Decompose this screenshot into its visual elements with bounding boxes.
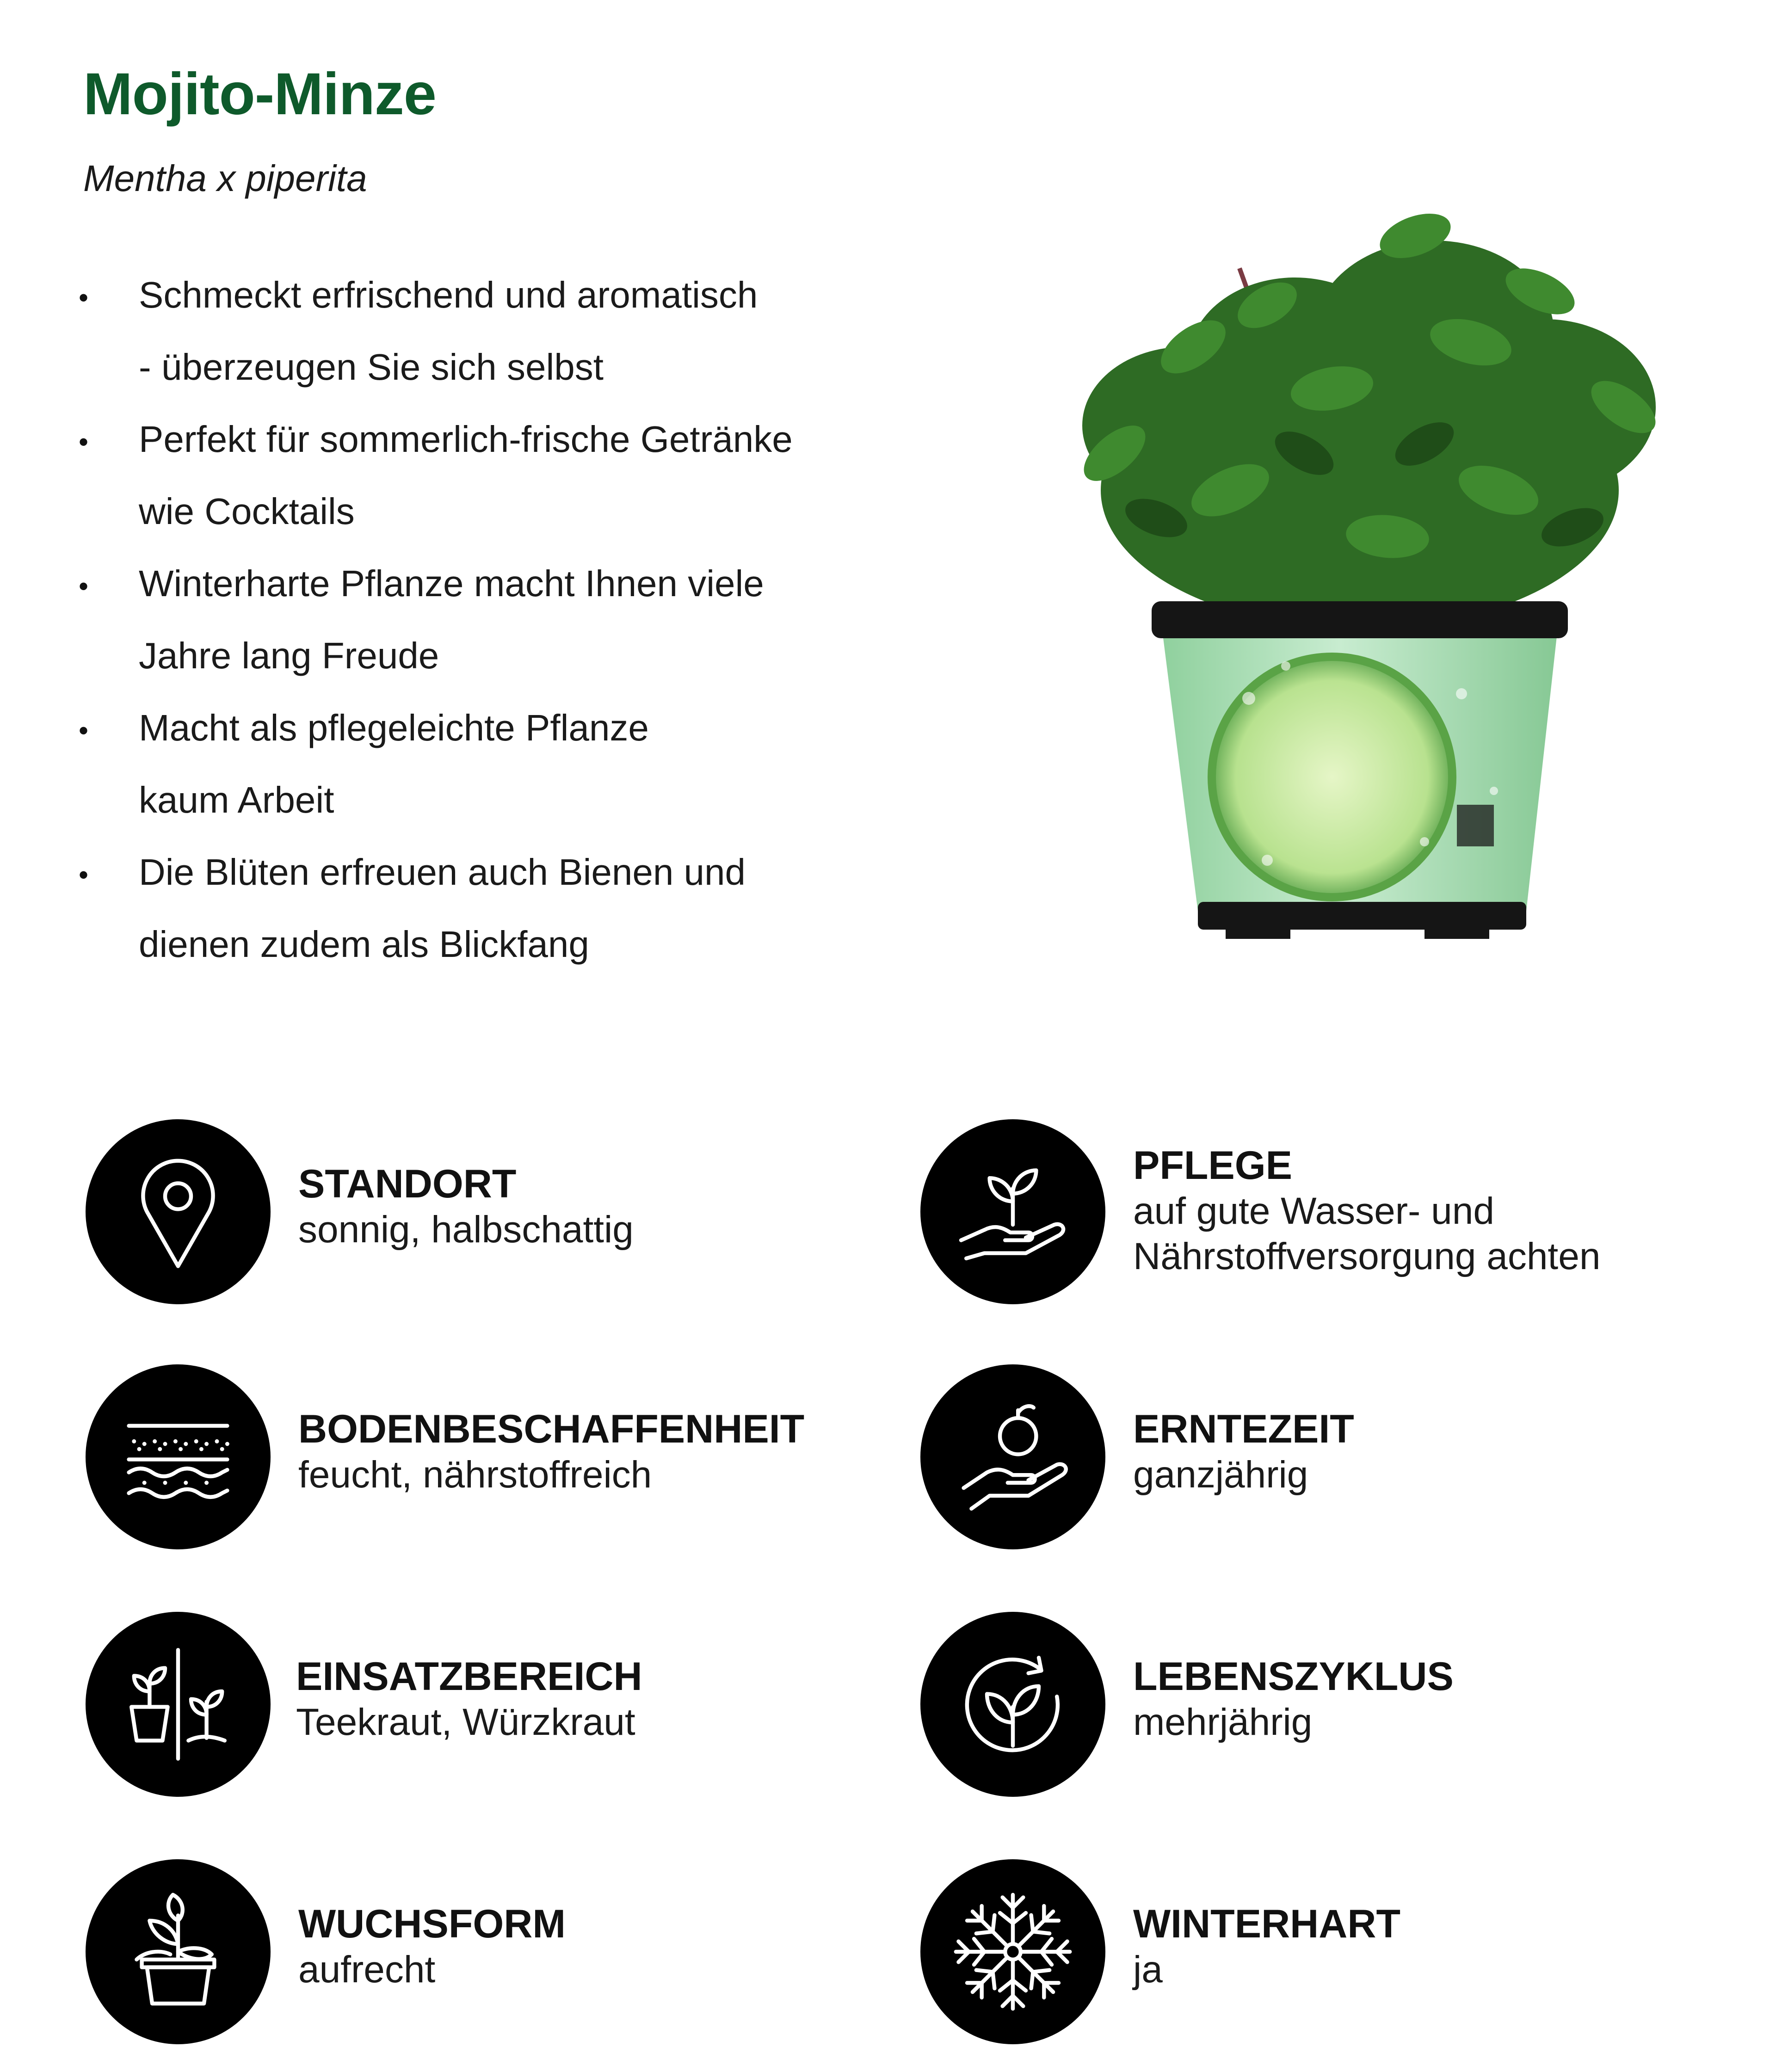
feature-value: ja bbox=[1133, 1949, 1163, 1991]
list-item-line: Winterharte Pflanze macht Ihnen viele bbox=[139, 563, 764, 604]
feature-label: BODENBESCHAFFENHEIT bbox=[298, 1407, 805, 1451]
bullet-marker: • bbox=[79, 282, 89, 313]
feature-value: Nährstoffversorgung achten bbox=[1133, 1235, 1601, 1277]
list-item-line: Jahre lang Freude bbox=[139, 635, 439, 676]
feature-value: ganzjährig bbox=[1133, 1454, 1308, 1496]
bullet-marker: • bbox=[79, 715, 89, 746]
feature-value: Teekraut, Würzkraut bbox=[296, 1701, 635, 1743]
soil-layers-icon bbox=[86, 1364, 271, 1549]
feature-label: LEBENSZYKLUS bbox=[1133, 1654, 1454, 1699]
bullet-marker: • bbox=[79, 571, 89, 602]
feature-value: aufrecht bbox=[298, 1949, 436, 1991]
feature-label: STANDORT bbox=[298, 1162, 517, 1206]
list-item-line: - überzeugen Sie sich selbst bbox=[139, 346, 604, 388]
bullet-marker: • bbox=[79, 859, 89, 890]
feature-pflege bbox=[920, 1119, 1730, 1304]
list-item bbox=[79, 836, 911, 980]
hand-sprout-icon bbox=[920, 1119, 1105, 1304]
potted-plant-icon bbox=[86, 1859, 271, 2044]
list-item bbox=[79, 692, 911, 836]
feature-value: sonnig, halbschattig bbox=[298, 1209, 634, 1251]
list-item-line: Schmeckt erfrischend und aromatisch bbox=[139, 274, 758, 315]
list-item bbox=[79, 259, 911, 403]
feature-value: feucht, nährstoffreich bbox=[298, 1454, 652, 1496]
feature-erntezeit bbox=[920, 1364, 1730, 1549]
list-item-line: kaum Arbeit bbox=[139, 779, 334, 820]
feature-standort bbox=[86, 1119, 895, 1304]
feature-label: WUCHSFORM bbox=[298, 1902, 566, 1946]
feature-label: WINTERHART bbox=[1133, 1902, 1401, 1946]
benefit-list bbox=[79, 259, 911, 980]
feature-einsatzbereich bbox=[86, 1612, 895, 1797]
feature-label: ERNTEZEIT bbox=[1133, 1407, 1354, 1451]
feature-lebenszyklus bbox=[920, 1612, 1730, 1797]
feature-winterhart bbox=[920, 1859, 1730, 2044]
product-title: Mojito-Minze bbox=[83, 61, 436, 127]
location-pin-icon bbox=[86, 1119, 271, 1304]
list-item-line: Die Blüten erfreuen auch Bienen und bbox=[139, 851, 746, 893]
cycle-sprout-icon bbox=[920, 1612, 1105, 1797]
product-image-mint-plant bbox=[1008, 166, 1711, 944]
pot-and-ground-icon bbox=[86, 1612, 271, 1797]
hand-fruit-icon bbox=[920, 1364, 1105, 1549]
list-item-line: dienen zudem als Blickfang bbox=[139, 924, 589, 965]
bullet-marker: • bbox=[79, 426, 89, 457]
feature-label: EINSATZBEREICH bbox=[296, 1654, 642, 1699]
feature-label: PFLEGE bbox=[1133, 1143, 1293, 1188]
feature-boden bbox=[86, 1364, 895, 1549]
feature-value: mehrjährig bbox=[1133, 1701, 1313, 1743]
snowflake-icon bbox=[920, 1859, 1105, 2044]
list-item-line: Macht als pflegeleichte Pflanze bbox=[139, 707, 649, 748]
list-item bbox=[79, 403, 911, 548]
botanical-name: Mentha x piperita bbox=[83, 158, 367, 199]
feature-value: auf gute Wasser- und bbox=[1133, 1190, 1494, 1232]
feature-wuchsform bbox=[86, 1859, 895, 2044]
list-item-line: Perfekt für sommerlich-frische Getränke bbox=[139, 419, 793, 460]
list-item bbox=[79, 548, 911, 692]
list-item-line: wie Cocktails bbox=[139, 491, 355, 532]
